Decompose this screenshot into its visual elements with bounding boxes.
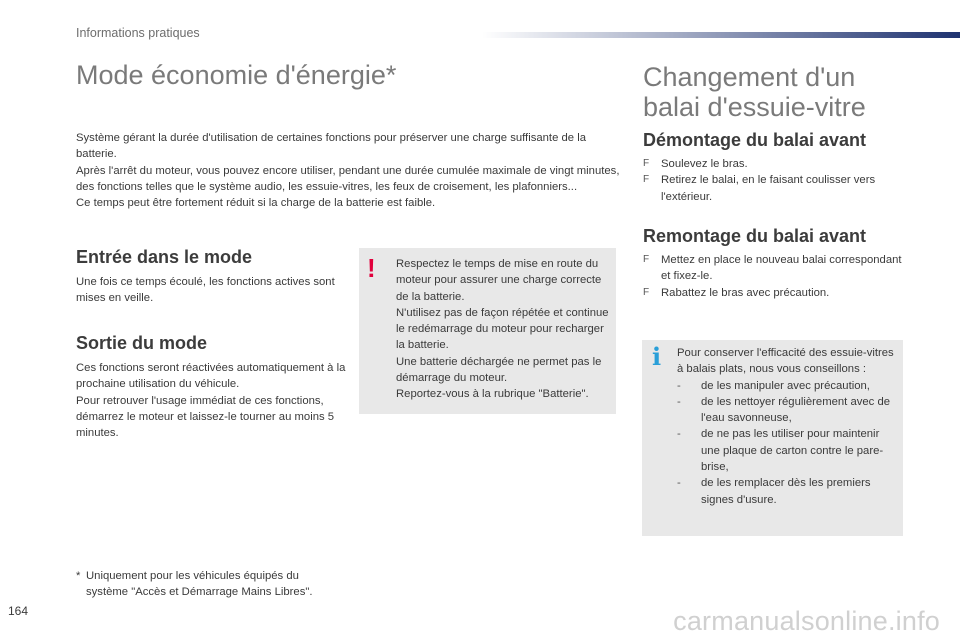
warning-icon: ! bbox=[367, 253, 376, 283]
intro-line: Système gérant la durée d'utilisation de certaines fonctions pour préserver une charge suffisante de la batterie. bbox=[76, 132, 586, 161]
list-item: - de ne pas les utiliser pour maintenir une plaque de carton contre le pare-brise, bbox=[677, 428, 884, 474]
exit-mode-line: Pour retrouver l'usage immédiat de ces fonctions, démarrez le moteur et laissez-le tourner au moins 5 minutes. bbox=[76, 394, 335, 440]
watermark: carmanualsonline.info bbox=[673, 606, 940, 636]
dash-icon: - bbox=[677, 428, 681, 441]
info-icon: i bbox=[652, 342, 662, 371]
dash-icon: - bbox=[677, 395, 681, 408]
title-line: balai d'essuie-vitre bbox=[643, 92, 866, 123]
info-list bbox=[677, 378, 899, 508]
intro-line: Après l'arrêt du moteur, vous pouvez encore utiliser, pendant une durée cumulée maximale de vingt minutes, des fonctions telles que le système audio, les essuie-vitres, les feux de croisement, les plafonniers... bbox=[76, 164, 620, 193]
bullet-icon: F bbox=[643, 158, 650, 169]
header-bar bbox=[482, 32, 960, 38]
page-title-wiper-blade bbox=[643, 62, 943, 122]
warning-line: Respectez le temps de mise en route du moteur pour assurer une charge correcte de la batterie. bbox=[396, 258, 602, 303]
bullet-icon: F bbox=[643, 254, 650, 265]
list-item: F Retirez le balai, en le faisant coulisser vers l'extérieur. bbox=[643, 174, 876, 203]
exit-mode-text bbox=[76, 360, 346, 441]
exit-mode-line: Ces fonctions seront réactivées automatiquement à la prochaine utilisation du véhicule. bbox=[76, 362, 346, 391]
intro-paragraph bbox=[76, 130, 626, 211]
warning-text bbox=[396, 256, 614, 403]
bullet-icon: F bbox=[643, 174, 650, 186]
heading-entry-mode: Entrée dans le mode bbox=[76, 247, 253, 267]
list-item: F Soulevez le bras. bbox=[643, 156, 908, 172]
dash-icon: - bbox=[677, 379, 681, 392]
info-text bbox=[677, 345, 899, 508]
list-item: - de les remplacer dès les premiers signes d'usure. bbox=[677, 477, 871, 506]
dash-icon: - bbox=[677, 477, 681, 490]
heading-refit: Remontage du balai avant bbox=[643, 226, 867, 246]
refit-steps bbox=[643, 252, 908, 301]
section-label: Informations pratiques bbox=[76, 26, 200, 40]
removal-steps bbox=[643, 156, 908, 205]
bullet-icon: F bbox=[643, 286, 650, 298]
heading-exit-mode: Sortie du mode bbox=[76, 333, 208, 353]
info-intro: Pour conserver l'efficacité des essuie-vitres à balais plats, nous vous conseillons : bbox=[677, 347, 894, 376]
footnote-star: * bbox=[76, 570, 81, 582]
list-item: F Rabattez le bras avec précaution. bbox=[643, 285, 908, 301]
title-line: Changement d'un bbox=[643, 62, 856, 92]
footnote bbox=[76, 568, 376, 601]
page-title-energy-saving: Mode économie d'énergie* bbox=[76, 60, 397, 90]
entry-mode-text: Une fois ce temps écoulé, les fonctions actives sont mises en veille. bbox=[76, 276, 335, 305]
warning-line: Une batterie déchargée ne permet pas le démarrage du moteur. bbox=[396, 355, 602, 385]
list-item: - de les nettoyer régulièrement avec de l'eau savonneuse, bbox=[677, 395, 891, 425]
heading-removal: Démontage du balai avant bbox=[643, 130, 867, 150]
warning-line: Reportez-vous à la rubrique "Batterie". bbox=[396, 388, 589, 401]
footnote-line: Uniquement pour les véhicules équipés du bbox=[86, 570, 299, 582]
warning-line: N'utilisez pas de façon répétée et continue le redémarrage du moteur pour recharger la batterie. bbox=[396, 306, 609, 352]
list-item: - de les manipuler avec précaution, bbox=[677, 378, 899, 394]
intro-line: Ce temps peut être fortement réduit si la charge de la batterie est faible. bbox=[76, 197, 436, 210]
page-number: 164 bbox=[8, 604, 29, 618]
footnote-line: système "Accès et Démarrage Mains Libres". bbox=[86, 586, 313, 599]
list-item: F Mettez en place le nouveau balai correspondant et fixez-le. bbox=[643, 254, 902, 283]
